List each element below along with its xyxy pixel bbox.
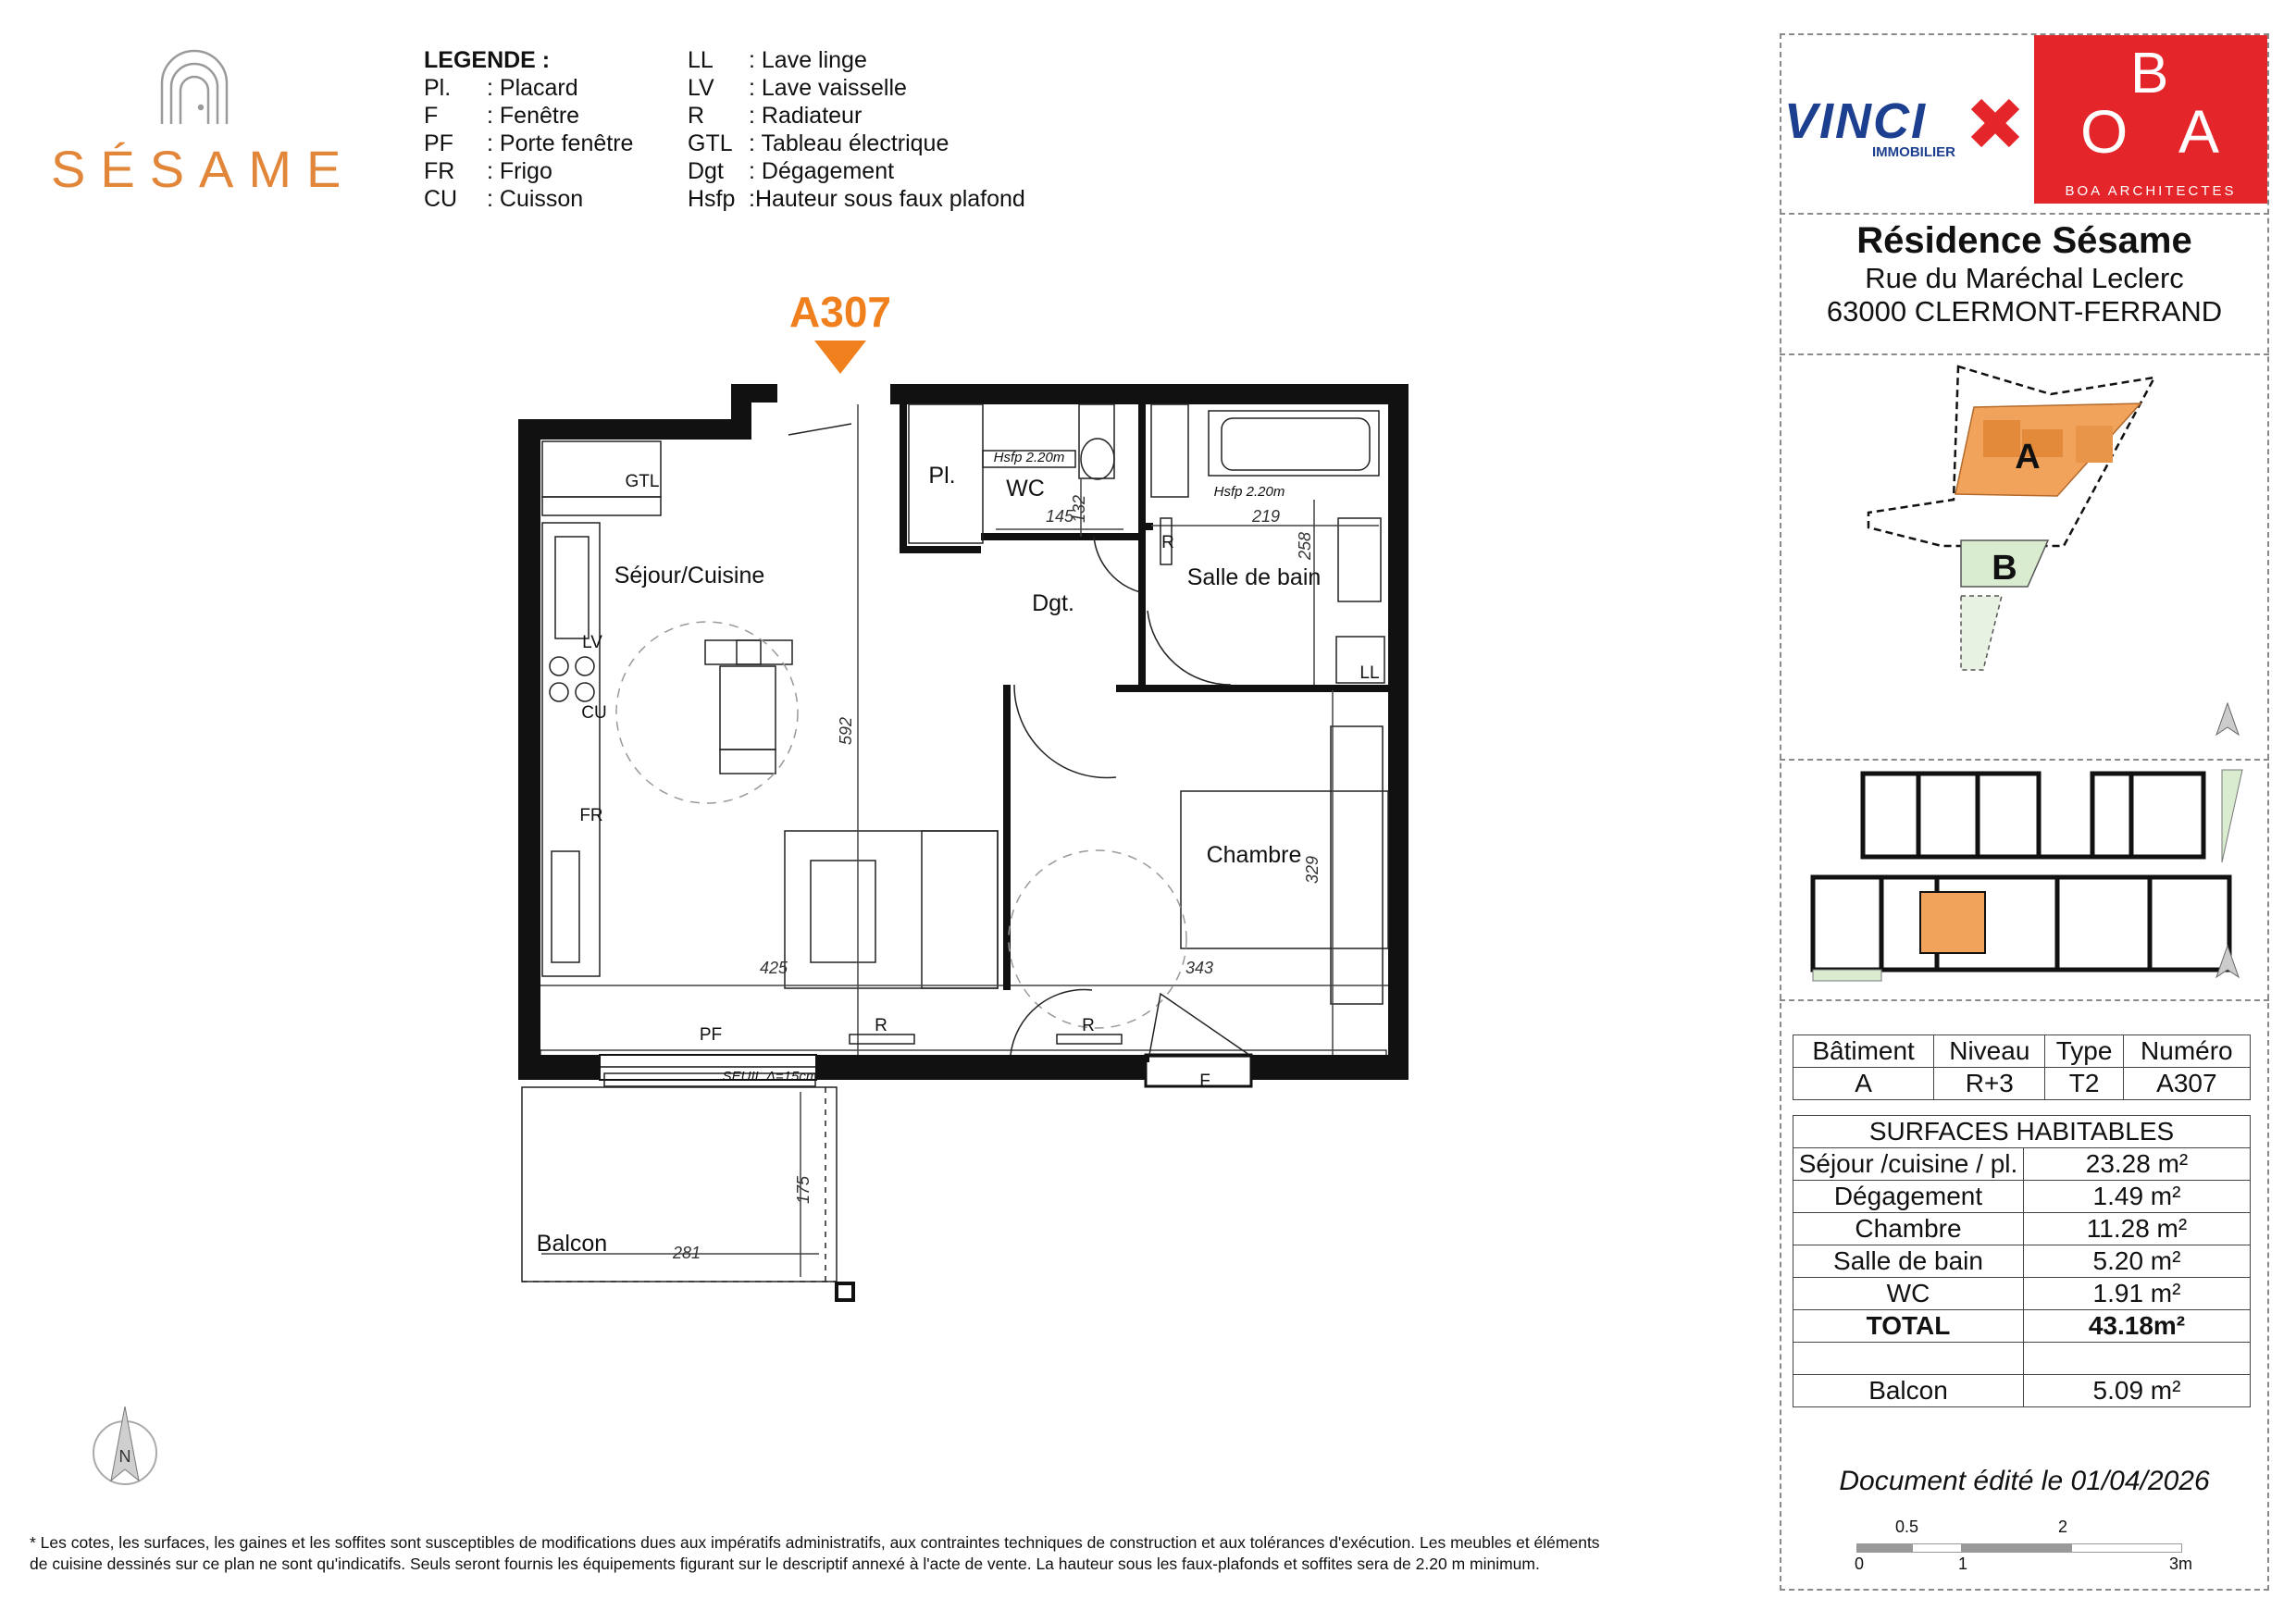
legend-code: Pl.	[424, 75, 452, 101]
surfaces-table	[1793, 1115, 2251, 1407]
legend-code: PF	[424, 130, 453, 156]
document-date: Document édité le 01/04/2026	[1839, 1466, 2210, 1496]
hsfp-label: Hsfp 2.20m	[1213, 484, 1285, 500]
table-row	[1793, 1181, 2251, 1213]
legend-desc: : Dégagement	[749, 158, 895, 184]
table-row	[1793, 1035, 2251, 1068]
vinci-subtitle: IMMOBILIER	[1872, 144, 1955, 160]
scale-tick-label: 2	[2058, 1518, 2068, 1536]
table-row	[1793, 1116, 2251, 1148]
table-cell: A307	[2123, 1068, 2250, 1100]
unit-code: A307	[789, 288, 891, 336]
table-cell: T2	[2045, 1068, 2123, 1100]
room-label-wc: WC	[1006, 476, 1045, 502]
room-label-balcon: Balcon	[536, 1231, 608, 1257]
table-cell	[1793, 1343, 2024, 1375]
unit-info-table	[1793, 1035, 2251, 1100]
room-label-chambre: Chambre	[1206, 842, 1302, 868]
scale-tick-label: 3m	[2169, 1555, 2193, 1573]
surface-value: 11.28 m²	[2024, 1213, 2251, 1245]
boa-letter-o: O	[2080, 97, 2128, 166]
table-cell: R+3	[1934, 1068, 2045, 1100]
equip-radiator: R	[875, 1016, 887, 1035]
compass-north-label: N	[118, 1447, 131, 1466]
table-header: Bâtiment	[1793, 1035, 1934, 1068]
legend-desc: : Lave vaisselle	[749, 75, 907, 101]
dim-label: 343	[1185, 959, 1214, 977]
surface-label: Salle de bain	[1793, 1245, 2024, 1278]
surface-label: Chambre	[1793, 1213, 2024, 1245]
surface-value: 5.09 m²	[2024, 1375, 2251, 1407]
seuil-label: SEUIL Δ=15cm	[722, 1069, 818, 1084]
dim-label: 132	[1070, 494, 1088, 524]
surface-value: 1.91 m²	[2024, 1278, 2251, 1310]
equip-f: F	[1199, 1072, 1210, 1091]
legend-desc: : Fenêtre	[487, 103, 580, 129]
table-row	[1793, 1343, 2251, 1375]
dim-label: 425	[759, 959, 788, 977]
boa-letter-b: B	[2130, 42, 2169, 105]
table-cell: A	[1793, 1068, 1934, 1100]
surface-value: 5.20 m²	[2024, 1245, 2251, 1278]
surface-value: 23.28 m²	[2024, 1148, 2251, 1181]
table-row	[1793, 1148, 2251, 1181]
dim-label: 145	[1045, 507, 1074, 526]
site-plan	[1780, 355, 2269, 759]
residence-city: 63000 CLERMONT-FERRAND	[1826, 295, 2223, 328]
legend-code: GTL	[688, 130, 733, 156]
footnote-line: de cuisine dessinés sur ce plan ne sont qu'indicatifs. Seuls seront fournis les équipements figurant sur le descriptif annexé à l'acte de vente. La hauteur sous les faux-plafonds et soffites sera de 2.20 m minimum.	[30, 1555, 1540, 1573]
vinci-logo	[1784, 93, 2027, 160]
surface-label: WC	[1793, 1278, 2024, 1310]
room-label-sdb: Salle de bain	[1186, 564, 1322, 590]
legend-desc: : Tableau électrique	[749, 130, 949, 156]
table-row	[1793, 1278, 2251, 1310]
legend-code: F	[424, 103, 439, 129]
legend-code: Hsfp	[688, 186, 736, 212]
legend-code: LV	[688, 75, 714, 101]
compass-icon	[93, 1406, 156, 1484]
table-cell	[2024, 1343, 2251, 1375]
dim-label: 219	[1251, 507, 1281, 526]
table-header: Niveau	[1934, 1035, 2045, 1068]
boa-caption: BOA ARCHITECTES	[2065, 183, 2237, 199]
north-arrow-icon	[2216, 703, 2239, 735]
table-header: Type	[2045, 1035, 2123, 1068]
legend-desc: : Placard	[487, 75, 578, 101]
table-row	[1793, 1068, 2251, 1100]
dim-label: 329	[1303, 855, 1322, 885]
residence-street: Rue du Maréchal Leclerc	[1865, 262, 2184, 294]
boa-letter-a: A	[2178, 97, 2220, 166]
site-building-a: A	[2015, 438, 2041, 477]
equip-radiator: R	[1161, 533, 1174, 552]
dim-label: 175	[794, 1175, 813, 1205]
hsfp-label: Hsfp 2.20m	[993, 450, 1065, 465]
scale-tick-label: 0.5	[1895, 1518, 1919, 1536]
surface-total-label: TOTAL	[1793, 1310, 2024, 1343]
equip-fr: FR	[579, 806, 603, 825]
surface-total-value: 43.18m²	[2024, 1310, 2251, 1343]
legend-desc: :Hauteur sous faux plafond	[749, 186, 1025, 212]
north-arrow-icon	[2216, 946, 2239, 977]
key-plan	[1780, 761, 2269, 999]
table-row	[1793, 1375, 2251, 1407]
brand-name: SÉSAME	[51, 140, 356, 198]
residence-name: Résidence Sésame	[1856, 220, 2192, 261]
dim-label: 258	[1296, 531, 1314, 561]
divider	[1780, 213, 2269, 215]
room-label-dgt: Dgt.	[1032, 590, 1074, 616]
entrance-arrow-icon	[814, 341, 866, 374]
surface-label: Balcon	[1793, 1375, 2024, 1407]
residence-block	[1780, 220, 2269, 328]
legend-code: CU	[424, 186, 458, 212]
vinci-name: VINCI	[1784, 93, 1928, 149]
table-header: Numéro	[2123, 1035, 2250, 1068]
dim-label: 281	[672, 1244, 701, 1262]
room-label-sejour: Séjour/Cuisine	[614, 563, 765, 588]
equip-pf: PF	[699, 1025, 723, 1045]
table-row	[1793, 1310, 2251, 1343]
footnote	[30, 1532, 1769, 1575]
legend-code: FR	[424, 158, 455, 184]
legend-code: LL	[688, 47, 714, 73]
legend-code: R	[688, 103, 705, 129]
divider	[1780, 999, 2269, 1001]
surface-label: Dégagement	[1793, 1181, 2024, 1213]
scale-tick-label: 0	[1855, 1555, 1865, 1573]
surface-value: 1.49 m²	[2024, 1181, 2251, 1213]
equip-lv: LV	[582, 633, 602, 652]
interior-walls	[900, 404, 1388, 1062]
legend-desc: : Lave linge	[749, 47, 867, 73]
table-row	[1793, 1213, 2251, 1245]
legend-code: Dgt	[688, 158, 724, 184]
legend-title: LEGENDE :	[424, 47, 551, 73]
scale-bar	[1847, 1518, 2199, 1573]
legend-desc: : Cuisson	[487, 186, 584, 212]
legend-desc: : Porte fenêtre	[487, 130, 634, 156]
equip-ll: LL	[1359, 663, 1380, 683]
site-building-b: B	[1992, 549, 2017, 588]
surfaces-title: SURFACES HABITABLES	[1793, 1116, 2251, 1148]
footnote-line: * Les cotes, les surfaces, les gaines et les soffites sont susceptibles de modifications dues aux impératifs administratifs, aux contraintes techniques de construction et aux tolérances d'exécution. Les meubles et éléments	[30, 1533, 1600, 1552]
surface-label: Séjour /cuisine / pl.	[1793, 1148, 2024, 1181]
legend-desc: : Frigo	[487, 158, 552, 184]
dim-label: 592	[837, 716, 855, 746]
scale-tick-label: 1	[1958, 1555, 1968, 1573]
room-label-placard: Pl.	[928, 463, 956, 489]
boa-logo	[2034, 35, 2267, 204]
vinci-cross-icon	[1967, 93, 2029, 154]
legend-desc: : Radiateur	[749, 103, 863, 129]
equip-gtl: GTL	[625, 472, 660, 491]
equip-cu: CU	[581, 703, 607, 723]
table-row	[1793, 1245, 2251, 1278]
equip-radiator: R	[1082, 1016, 1095, 1035]
